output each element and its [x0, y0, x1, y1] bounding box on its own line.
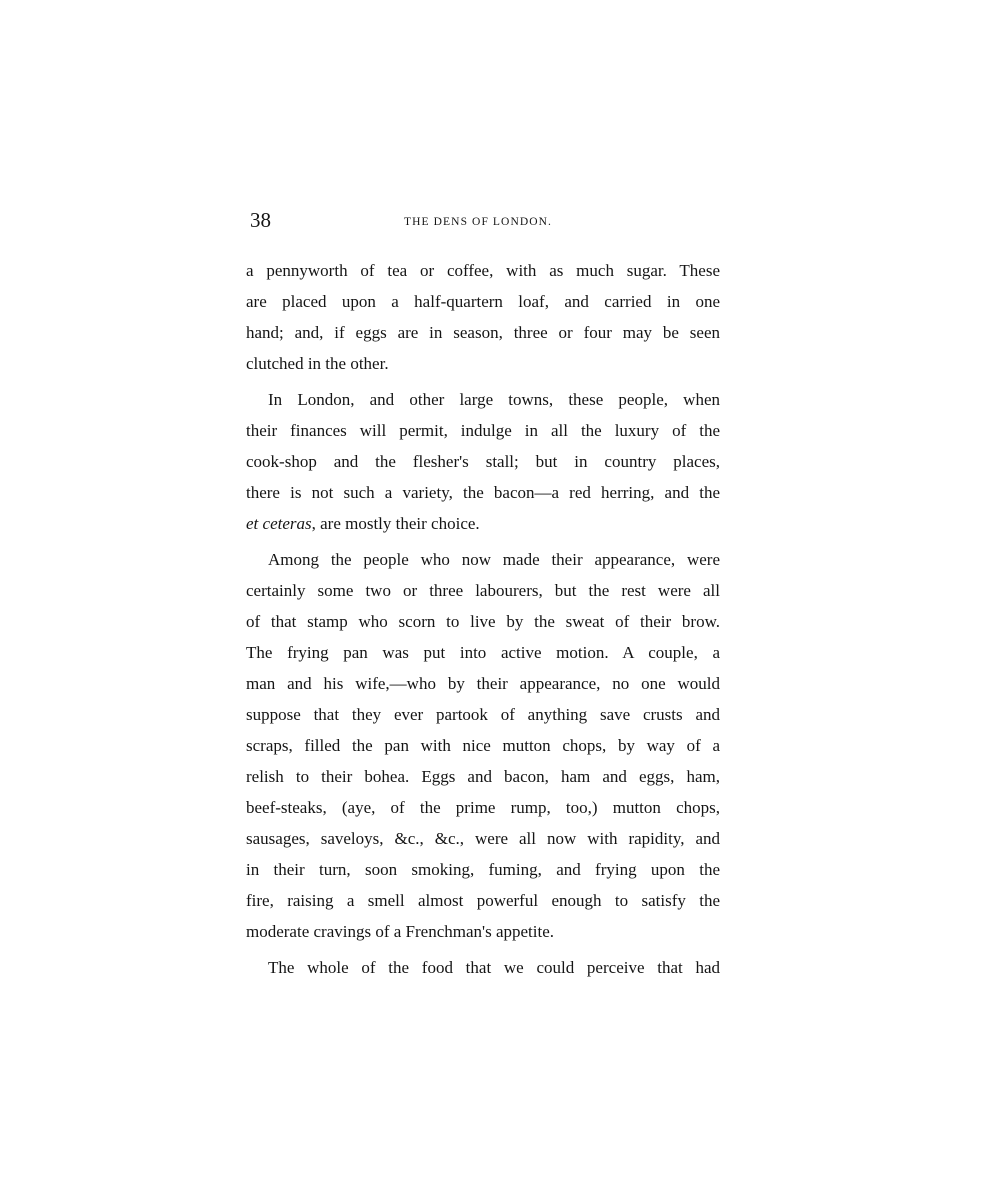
text-line: there is not such a variety, the bacon—a red herring, and the [246, 483, 720, 502]
italic-phrase: et ceteras [246, 514, 312, 533]
running-title: THE DENS OF LONDON. [404, 216, 553, 228]
paragraph-3 [246, 544, 720, 947]
body-text [246, 255, 720, 988]
text-line: of that stamp who scorn to live by the sweat of their brow. [246, 612, 720, 631]
text-line: suppose that they ever partook of anything save crusts and [246, 705, 720, 724]
text-line: their finances will permit, indulge in all the luxury of the [246, 421, 720, 440]
text-line: beef-steaks, (aye, of the prime rump, too,) mutton chops, [246, 798, 720, 817]
text-line: clutched in the other. [246, 354, 389, 373]
page-number: 38 [250, 208, 271, 232]
text-line: The frying pan was put into active motion. A couple, a [246, 643, 720, 662]
paragraph-4 [246, 952, 720, 983]
text-line: relish to their bohea. Eggs and bacon, ham and eggs, ham, [246, 767, 720, 786]
text-line: sausages, saveloys, &c., &c., were all now with rapidity, and [246, 829, 720, 848]
text-line: a pennyworth of tea or coffee, with as much sugar. These [246, 261, 720, 280]
text-line: in their turn, soon smoking, fuming, and frying upon the [246, 860, 720, 879]
paragraph-1 [246, 255, 720, 379]
text-line: et ceteras, are mostly their choice. [246, 514, 480, 533]
text-line: fire, raising a smell almost powerful enough to satisfy the [246, 891, 720, 910]
text-line: are placed upon a half-quartern loaf, and carried in one [246, 292, 720, 311]
text-line: Among the people who now made their appearance, were [268, 550, 720, 569]
text-line: The whole of the food that we could perceive that had [268, 958, 720, 977]
text-line: scraps, filled the pan with nice mutton chops, by way of a [246, 736, 720, 755]
text-line: moderate cravings of a Frenchman's appetite. [246, 922, 555, 941]
text-line: hand; and, if eggs are in season, three or four may be seen [246, 323, 720, 342]
text-line: cook-shop and the flesher's stall; but in country places, [246, 452, 720, 471]
paragraph-2 [246, 384, 720, 539]
text-line: man and his wife,—who by their appearance, no one would [246, 674, 720, 693]
text-line: certainly some two or three labourers, but the rest were all [246, 581, 720, 600]
text-line: In London, and other large towns, these people, when [268, 390, 720, 409]
